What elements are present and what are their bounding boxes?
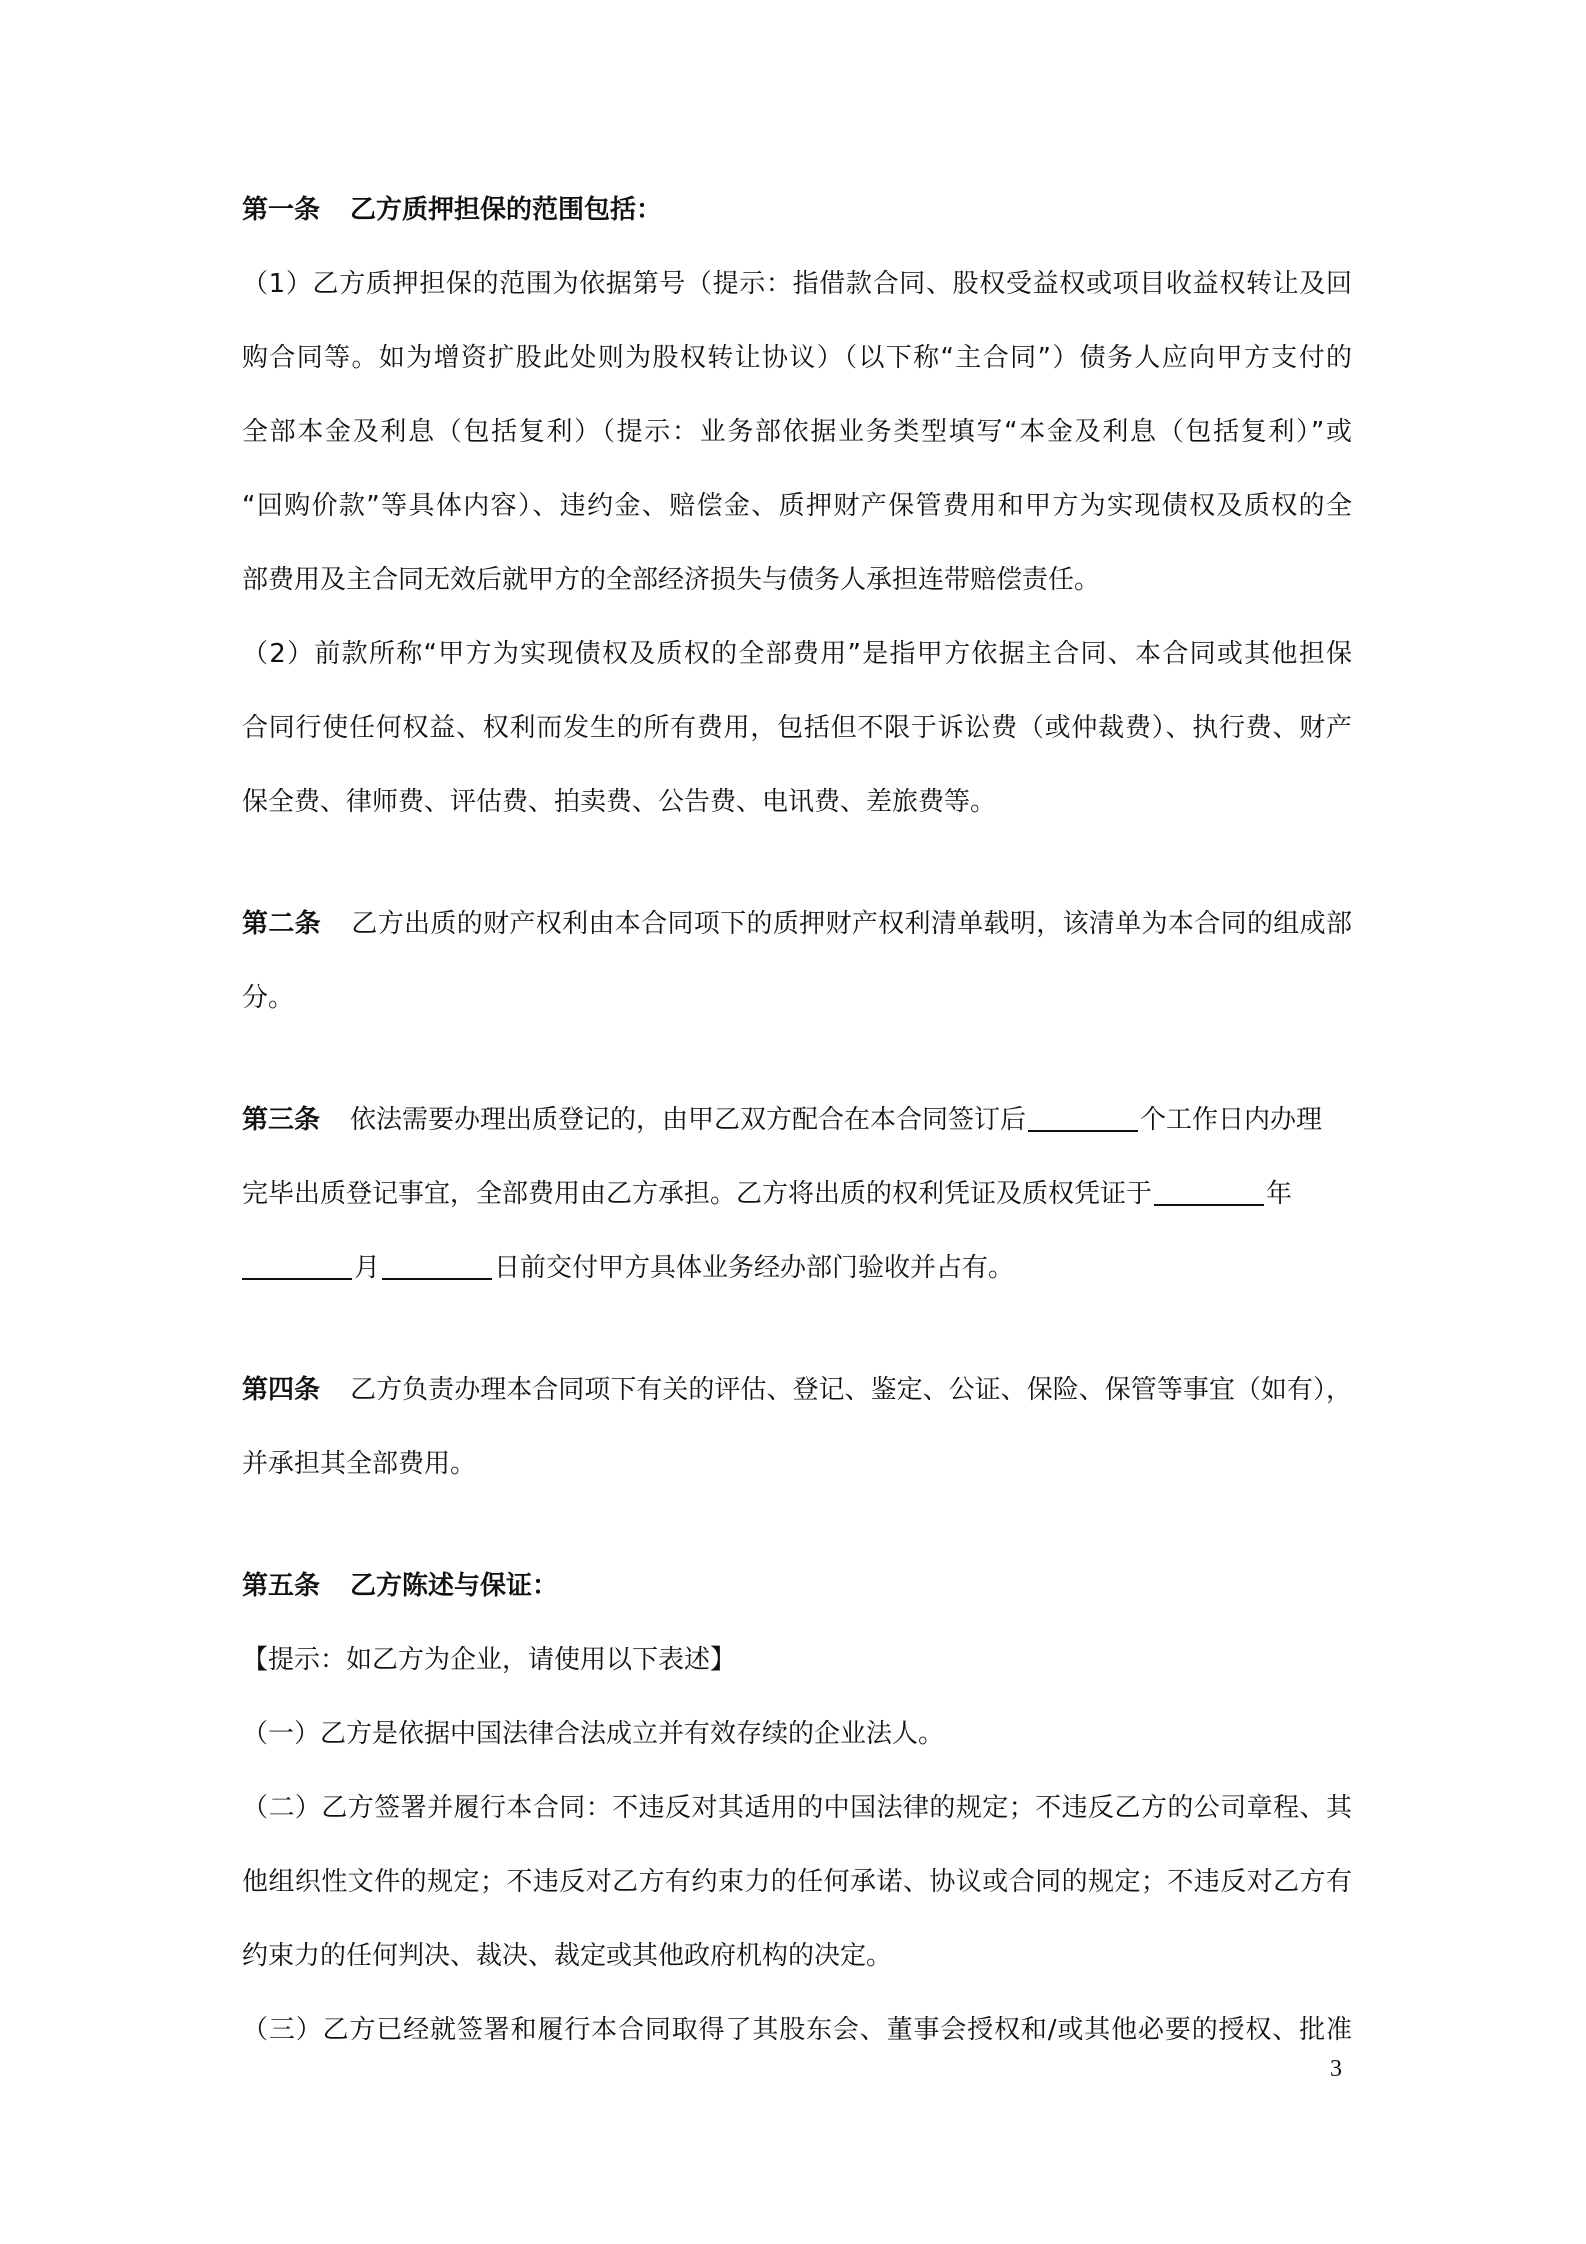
page-number: 3: [1330, 2056, 1342, 2082]
article-1-number: 第一条: [242, 195, 321, 225]
article-4-text: 乙方负责办理本合同项下有关的评估、登记、鉴定、公证、保险、保管等事宜（如有），: [350, 1375, 1352, 1405]
article-2-number: 第二条: [242, 909, 322, 939]
article-1-title: 乙方质押担保的范围包括：: [350, 195, 663, 225]
article-3-line-3: [242, 1250, 1352, 1286]
article-5-line: （三）乙方已经就签署和履行本合同取得了其股东会、董事会授权和/或其他必要的授权、批准: [242, 2015, 1352, 2045]
article-5-title: 乙方陈述与保证：: [350, 1571, 559, 1601]
article-3-number: 第三条: [242, 1105, 321, 1135]
article-1-line: 全部本金及利息（包括复利）（提示：业务部依据业务类型填写“本金及利息（包括复利）”或: [242, 417, 1352, 447]
article-3-text-f: 日前交付甲方具体业务经办部门验收并占有。: [494, 1253, 1015, 1283]
article-1-line: 购合同等。如为增资扩股此处则为股权转让协议）（以下称“主合同”）债务人应向甲方支付的: [242, 343, 1352, 373]
article-5-line: （一）乙方是依据中国法律合法成立并有效存续的企业法人。: [242, 1719, 945, 1749]
article-1-line: 保全费、律师费、评估费、拍卖费、公告费、电讯费、差旅费等。: [242, 787, 997, 817]
article-1-line: “回购价款”等具体内容）、违约金、赔偿金、质押财产保管费用和甲方为实现债权及质权的全: [242, 491, 1352, 521]
blank-year: [1154, 1178, 1264, 1206]
article-5-line: （二）乙方签署并履行本合同：不违反对其适用的中国法律的规定；不违反乙方的公司章程、其: [242, 1793, 1352, 1823]
article-3-text-c: 完毕出质登记事宜，全部费用由乙方承担。乙方将出质的权利凭证及质权凭证于: [242, 1179, 1153, 1209]
article-3-text-e: 月: [354, 1253, 381, 1283]
article-1-line: 部费用及主合同无效后就甲方的全部经济损失与债务人承担连带赔偿责任。: [242, 565, 1101, 595]
article-4-line-2: 并承担其全部费用。: [242, 1449, 477, 1479]
blank-day: [382, 1252, 492, 1280]
article-1-line: （1）乙方质押担保的范围为依据第号（提示：指借款合同、股权受益权或项目收益权转让及回: [242, 269, 1352, 299]
article-3-text-a: 依法需要办理出质登记的，由甲乙双方配合在本合同签订后: [350, 1105, 1027, 1135]
article-1-line: （2）前款所称“甲方为实现债权及质权的全部费用”是指甲方依据主合同、本合同或其他担保: [242, 639, 1352, 669]
article-1-heading: [242, 192, 1352, 228]
article-5-line: 【提示：如乙方为企业，请使用以下表述】: [242, 1645, 737, 1675]
article-3-text-d: 年: [1266, 1179, 1293, 1209]
article-3-line-2: [242, 1176, 1352, 1212]
article-5-line: 他组织性文件的规定；不违反对乙方有约束力的任何承诺、协议或合同的规定；不违反对乙方有: [242, 1867, 1352, 1897]
blank-month: [242, 1252, 352, 1280]
article-3-text-b: 个工作日内办理: [1140, 1105, 1323, 1135]
article-4-line-1: [242, 1372, 1352, 1408]
article-2-text: 乙方出质的财产权利由本合同项下的质押财产权利清单载明，该清单为本合同的组成部: [351, 909, 1352, 939]
article-5-heading: [242, 1568, 1352, 1604]
article-3-line-1: [242, 1102, 1352, 1138]
article-5-line: 约束力的任何判决、裁决、裁定或其他政府机构的决定。: [242, 1941, 893, 1971]
blank-working-days: [1028, 1104, 1138, 1132]
article-4-number: 第四条: [242, 1375, 321, 1405]
article-1-line: 合同行使任何权益、权利而发生的所有费用，包括但不限于诉讼费（或仲裁费）、执行费、财产: [242, 713, 1352, 743]
article-2-line-1: [242, 906, 1352, 942]
article-2-line-2: 分。: [242, 983, 295, 1013]
article-5-number: 第五条: [242, 1571, 321, 1601]
